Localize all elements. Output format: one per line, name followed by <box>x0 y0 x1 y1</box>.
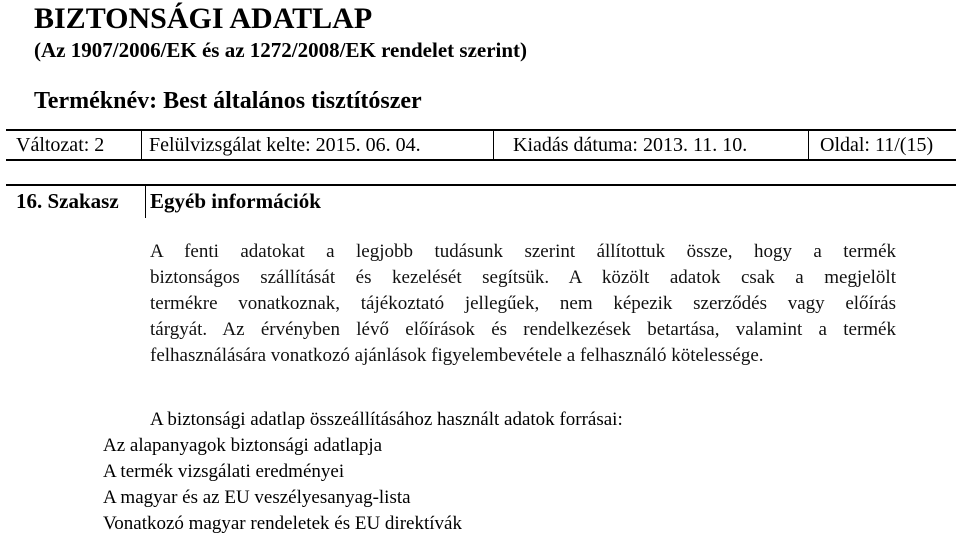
document-subtitle: (Az 1907/2006/EK és az 1272/2008/EK rendelet szerint) <box>34 38 528 62</box>
section-header <box>6 184 956 218</box>
source-item: Az alapanyagok biztonsági adatlapja <box>103 435 383 456</box>
page-number: Oldal: 11/(15) <box>820 134 934 156</box>
paragraph-line: A fenti adatokat a legjobb tudásunk szerint állítottuk össze, hogy a termék <box>150 241 896 262</box>
info-separator <box>493 131 494 159</box>
source-item: A termék vizsgálati eredményei <box>103 461 345 482</box>
product-name: Terméknév: Best általános tisztítószer <box>34 88 422 114</box>
source-item: Vonatkozó magyar rendeletek és EU direktívák <box>103 513 462 534</box>
info-row <box>6 129 956 161</box>
paragraph-line: tárgyát. Az érvényben lévő előírások és rendelkezések betartása, valamint a termék <box>150 319 896 340</box>
paragraph-line: felhasználására vonatkozó ajánlások figyelembevétele a felhasználó kötelessége. <box>150 345 764 366</box>
info-separator <box>141 131 142 159</box>
info-paragraph <box>150 239 896 369</box>
paragraph-line: termékre vonatkoznak, tájékoztató jellegűek, nem képezik szerződés vagy előírás <box>150 293 896 314</box>
source-item: A magyar és az EU veszélyesanyag-lista <box>103 487 411 508</box>
document-title: BIZTONSÁGI ADATLAP <box>34 2 373 35</box>
revision-date: Felülvizsgálat kelte: 2015. 06. 04. <box>149 134 421 156</box>
info-separator <box>808 131 809 159</box>
section-number: 16. Szakasz <box>16 189 119 213</box>
issue-date: Kiadás dátuma: 2013. 11. 10. <box>513 134 748 156</box>
section-title: Egyéb információk <box>150 189 321 213</box>
sources-title: A biztonsági adatlap összeállításához használt adatok forrásai: <box>150 409 623 430</box>
version-label: Változat: 2 <box>16 134 105 156</box>
section-separator <box>145 186 146 218</box>
paragraph-line: biztonságos szállítását és kezelését segítsük. A közölt adatok csak a megjelölt <box>150 267 896 288</box>
